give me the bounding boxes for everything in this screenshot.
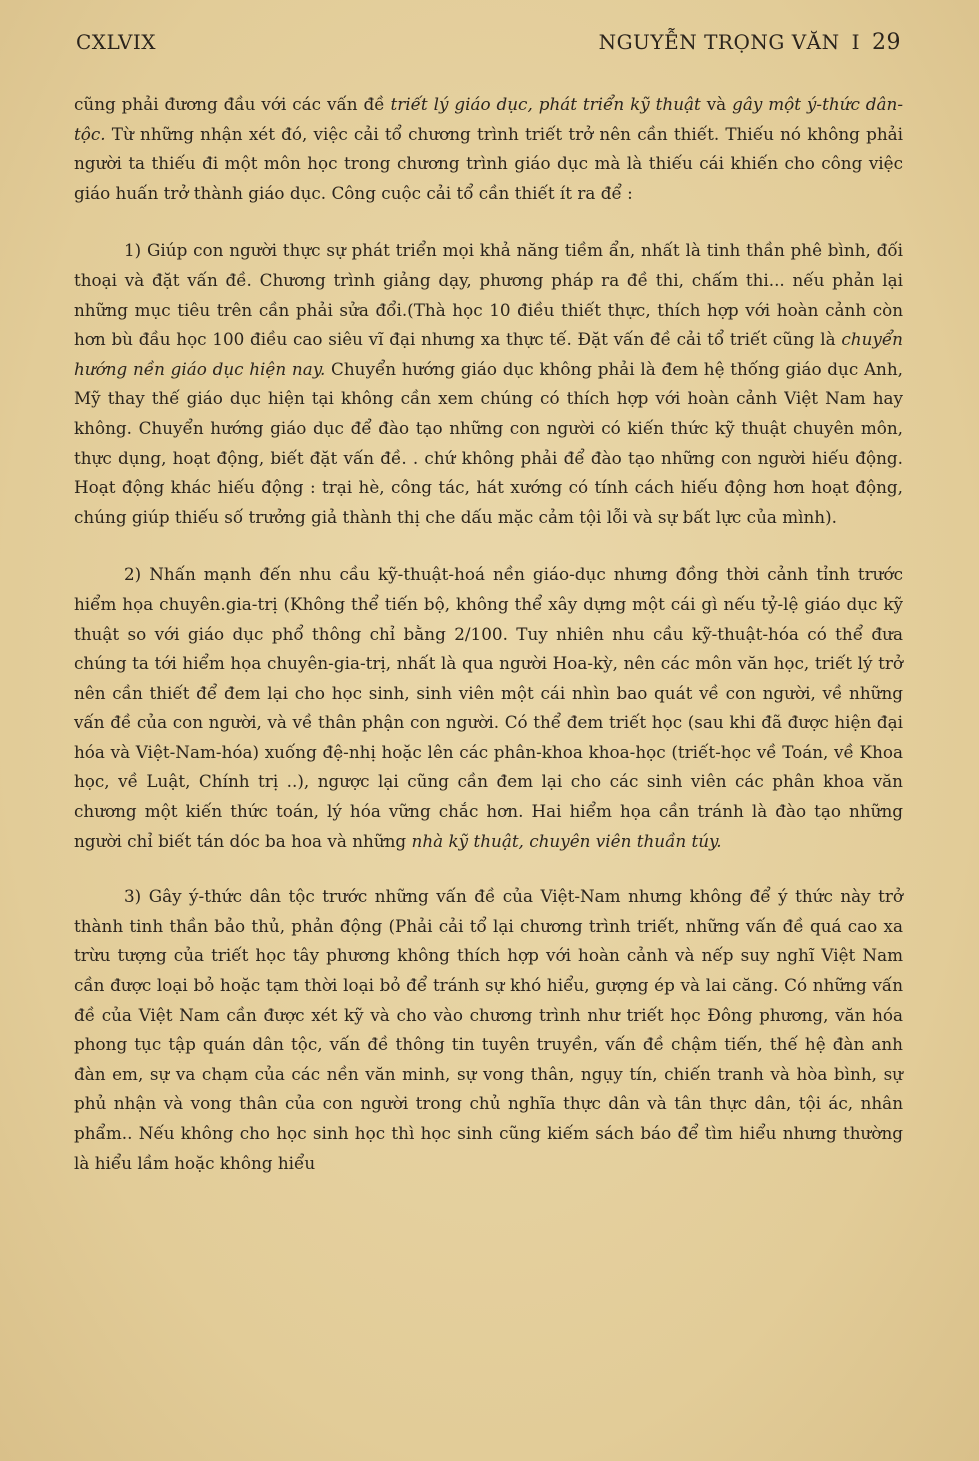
intro-text-e: Từ những nhận xét đó, việc cải tổ chương trình triết trở nên cần thiết. Thiếu nó không phải người ta thiếu đi một môn học trong chương trình giáo dục mà là thiếu cái khiến cho công việc giáo huấn trở thành giáo dục. Công cuộc cải tổ cần thiết ít ra để : bbox=[74, 123, 903, 203]
running-header bbox=[76, 30, 901, 55]
header-right bbox=[599, 30, 901, 55]
intro-emphasis-philosophy: triết lý giáo dục, phát triển kỹ thuật bbox=[390, 94, 701, 114]
point-2-text-a: 2) Nhấn mạnh đến nhu cầu kỹ-thuật-hoá nền giáo-dục nhưng đồng thời cảnh tỉnh trước hiểm họa chuyên.gia-trị (Không thể tiến bộ, không thể xây dựng một cái gì nếu tỷ-lệ giáo dục kỹ thuật so với giáo dục phổ thông chỉ bằng 2/100. Tuy nhiên nhu cầu kỹ-thuật-hóa có thể đưa chúng ta tới hiểm họa chuyên-gia-trị, nhất là qua người Hoa-kỳ, nên các môn văn học, triết lý trở nên cần thiết để đem lại cho học sinh, sinh viên một cái nhìn bao quát về con người, về những vấn đề của con người, và về thân phận con người. Có thể đem triết học (sau khi đã được hiện đại hóa và Việt-Nam-hóa) xuống đệ-nhị hoặc lên các phân-khoa khoa-học (triết-học về Toán, về Khoa học, về Luật, Chính trị ..), ngược lại cũng cần đem lại cho các sinh viên các phân khoa văn chương một kiến thức toán, lý hóa vững chắc hơn. Hai hiểm họa cần tránh là đào tạo những người chỉ biết tán dóc ba hoa và những bbox=[74, 564, 903, 851]
point-1-paragraph bbox=[74, 236, 903, 532]
point-1-emphasis: chuyển hướng nền giáo dục hiện nay. bbox=[74, 329, 903, 379]
intro-paragraph bbox=[74, 90, 903, 208]
header-separator: I bbox=[851, 30, 860, 54]
point-1-text-a: 1) Giúp con người thực sự phát triển mọi khả năng tiềm ẩn, nhất là tinh thần phê bình, đối thoại và đặt vấn đề. Chương trình giảng dạy, phương pháp ra đề thi, chấm thi... nếu phản lại những mục tiêu trên cần phải sửa đổi.(Thà học 10 điều thiết thực, thích hợp với hoàn cảnh còn hơn bù đầu học 100 điều cao siêu vĩ đại nhưng xa thực tế. Đặt vấn đề cải tổ triết cũng là bbox=[74, 240, 903, 350]
intro-emphasis-national: gây một ý-thức dân-tộc. bbox=[74, 94, 903, 144]
point-3-paragraph: 3) Gây ý-thức dân tộc trước những vấn đề của Việt-Nam nhưng không để ý thức này trở thành tinh thần bảo thủ, phản động (Phải cải tổ lại chương trình triết, những vấn đề quá cao xa trừu tượng của triết học tây phương không thích hợp với hoàn cảnh và nếp suy nghĩ Việt Nam cần được loại bỏ hoặc tạm thời loại bỏ để tránh sự khó hiểu, gượng ép và lai căng. Có những vấn đề của Việt Nam cần được xét kỹ và cho vào chương trình như triết học Đông phương, văn hóa phong tục tập quán dân tộc, vấn đề thông tin tuyên truyền, vấn đề chậm tiến, thế hệ đàn anh đàn em, sự va chạm của các nền văn minh, sự vong thân, ngụy tín, chiến tranh và hòa bình, sự phủ nhận và vong thân của con người trong chủ nghĩa thực dân và tân thực dân, tội ác, nhân phẩm.. Nếu không cho học sinh học thì học sinh cũng kiếm sách báo để tìm hiểu nhưng thường là hiểu lầm hoặc không hiểu bbox=[74, 886, 903, 1173]
intro-text-a: cũng phải đương đầu với các vấn đề bbox=[74, 94, 391, 114]
page-number: 29 bbox=[872, 30, 901, 55]
author-name: NGUYỄN TRỌNG VĂN bbox=[598, 30, 840, 54]
paragraph-spacer bbox=[74, 856, 903, 882]
intro-text-c: và bbox=[700, 94, 733, 114]
point-1-text-c: Chuyển hướng giáo dục không phải là đem hệ thống giáo dục Anh, Mỹ thay thế giáo dục hiện tại không cần xem chúng có thích hợp với hoàn cảnh Việt Nam hay không. Chuyển hướng giáo dục để đào tạo những con người có kiến thức kỹ thuật chuyên môn, thực dụng, hoạt động, biết đặt vấn đề. . chứ không phải để đào tạo những con người hiếu động. Hoạt động khác hiếu động : trại hè, công tác, hát xướng có tính cách hiếu động hơn hoạt động, chúng giúp thiếu số trưởng giả thành thị che dấu mặc cảm tội lỗi và sự bất lực của mình). bbox=[74, 358, 904, 527]
point-2-paragraph bbox=[74, 560, 903, 856]
paragraph-spacer bbox=[74, 208, 903, 236]
point-2-emphasis: nhà kỹ thuật, chuyên viên thuần túy. bbox=[411, 830, 722, 851]
paragraph-spacer bbox=[74, 532, 903, 560]
page-body bbox=[74, 90, 903, 1178]
volume-number: CXLVIX bbox=[76, 30, 157, 54]
